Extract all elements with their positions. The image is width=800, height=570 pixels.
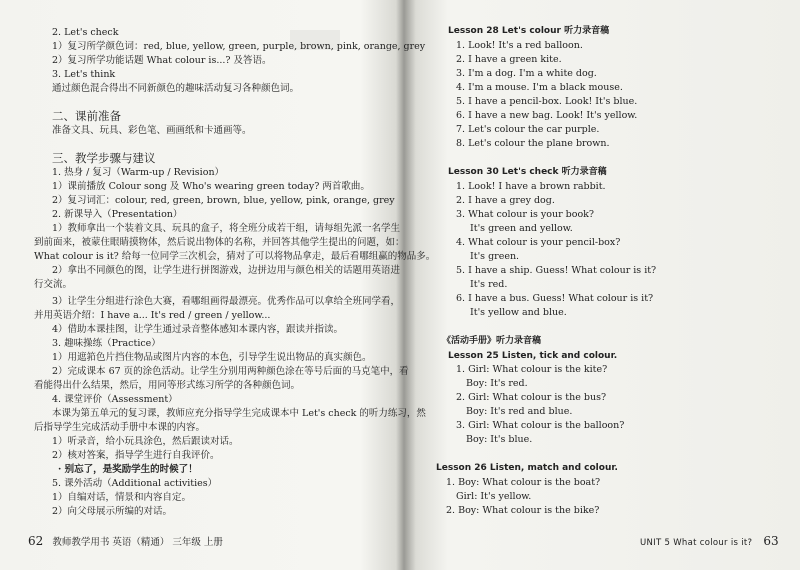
text-line: Girl: It's yellow. [456,491,532,502]
text-line: 1. Girl: What colour is the kite? [456,364,608,375]
text-line: 3）让学生分组进行涂色大赛，看哪组画得最漂亮。优秀作品可以拿给全班同学看， [52,296,401,307]
text-line: 本课为第五单元的复习课，教师应充分指导学生完成课本中 Let's check 的听力练习，然 [52,408,426,419]
text-line: 2）向父母展示所编的对话。 [52,506,173,517]
text-line: It's red. [470,279,508,290]
text-line: 5. 课外活动（Additional activities） [52,478,218,489]
text-line: 2. Boy: What colour is the bike? [446,505,600,516]
text-line: 通过颜色混合得出不同新颜色的趣味活动复习各种颜色词。 [52,83,300,94]
text-line: 1）课前播放 Colour song 及 Who's wearing green today? 两首歌曲。 [52,181,370,192]
text-line: 2）拿出不同颜色的图，让学生进行拼图游戏，边拼边用与颜色相关的话题用英语进 [52,265,401,276]
text-line: 1. Look! I have a brown rabbit. [456,181,606,192]
text-line: 4）借助本课挂图，让学生通过录音整体感知本课内容，跟读并指读。 [52,324,344,335]
text-line: 2. I have a grey dog. [456,195,555,206]
text-line: 2. Let's check [52,27,119,38]
text-line: 2）复习词汇：colour, red, green, brown, blue, yellow, pink, orange, grey [52,195,395,206]
text-line: 行交流。 [34,279,73,290]
text-line: 3. Let's think [52,69,116,80]
text-line: 6. I have a bus. Guess! What colour is it? [456,293,654,304]
section-heading: 二、课前准备 [52,109,121,123]
text-line: 2. 新课导入（Presentation） [52,209,183,220]
lesson-heading: Lesson 30 Let's check 听力录音稿 [448,167,607,177]
text-line: 1）听录音，给小玩具涂色，然后跟读对话。 [52,436,239,447]
text-line: Boy: It's blue. [466,434,533,445]
right-page [400,0,800,570]
text-line: 5. I have a pencil-box. Look! It's blue. [456,96,638,107]
text-line: · 别忘了，是奖励学生的时候了！ [58,464,198,475]
text-line: 2）复习所学功能话题 What colour is...? 及答语。 [52,55,272,66]
text-line: 1）用遮筘色片挡住物品或图片内容的本色，引导学生说出物品的真实颜色。 [52,352,372,363]
text-line: 2. Girl: What colour is the bus? [456,392,607,403]
text-line: 4. I'm a mouse. I'm a black mouse. [456,82,623,93]
left-footer [28,534,223,548]
text-line: It's yellow and blue. [470,307,567,318]
text-line: 2）核对答案，指导学生进行自我评价。 [52,450,220,461]
text-line: 4. 课堂评价（Assessment） [52,394,178,405]
text-line: 5. I have a ship. Guess! What colour is it? [456,265,657,276]
text-line: 2）完成课本 67 页的涂色活动。让学生分别用两种颜色涂在等号后面的马克笔中，看 [52,366,409,377]
text-line: 看能得出什么结果，然后，用同等形式练习所学的各种颜色词。 [34,380,301,391]
text-line: 3. I'm a dog. I'm a white dog. [456,68,597,79]
right-footer [640,534,779,548]
footer-unit-text: UNIT 5 What colour is it? [640,538,753,548]
text-line: 并用英语介绍：I have a... It's red / green / yellow... [34,310,271,321]
text-line: 4. What colour is your pencil-box? [456,237,621,248]
text-line: 1）教师拿出一个装着文具、玩具的盒子，将全班分成若干组，请每组先派一名学生 [52,223,401,234]
page-number: 62 [28,534,44,548]
text-line: 6. I have a new bag. Look! It's yellow. [456,110,638,121]
text-line: 1）复习所学颜色词：red, blue, yellow, green, purple, brown, pink, orange, grey [52,41,426,52]
text-line: 后指导学生完成活动手册中本课的内容。 [34,422,206,433]
text-line: 1. Look! It's a red balloon. [456,40,583,51]
text-line: 3. Girl: What colour is the balloon? [456,420,625,431]
text-line: Boy: It's red and blue. [466,406,573,417]
page-number: 63 [763,534,779,548]
text-line: 1. 热身 / 复习（Warm-up / Revision） [52,167,225,178]
text-line: 1. Boy: What colour is the boat? [446,477,601,488]
text-line: What colour is it? 给每一位同学三次机会，猜对了可以将物品拿走，最后看哪组赢的物品多。 [34,251,436,262]
text-line: 2. I have a green kite. [456,54,562,65]
text-line: 到前面来，被蒙住眼睛摸物体，然后说出物体的名称，并回答其他学生提出的问题，如： [34,237,405,248]
text-line: 准备文具、玩具、彩色笔、画画纸和卡通画等。 [52,125,252,136]
text-line: 1）自编对话，情景和内容自定。 [52,492,192,503]
text-line: 7. Let's colour the car purple. [456,124,600,135]
text-line: It's green. [470,251,520,262]
lesson-heading: Lesson 25 Listen, tick and colour. [448,351,618,361]
text-line: 3. What colour is your book? [456,209,595,220]
section-heading: 三、教学步骤与建议 [52,151,156,165]
text-line: 3. 趣味操练（Practice） [52,338,161,349]
lesson-heading: Lesson 28 Let's colour 听力录音稿 [448,26,610,36]
footer-text: 教师教学用书 英语（精通） 三年级 上册 [52,537,223,548]
text-line: 8. Let's colour the plane brown. [456,138,610,149]
lesson-heading: Lesson 26 Listen, match and colour. [436,463,618,473]
text-line: It's green and yellow. [470,223,573,234]
text-line: Boy: It's red. [466,378,528,389]
lesson-heading: 《活动手册》听力录音稿 [442,336,542,346]
